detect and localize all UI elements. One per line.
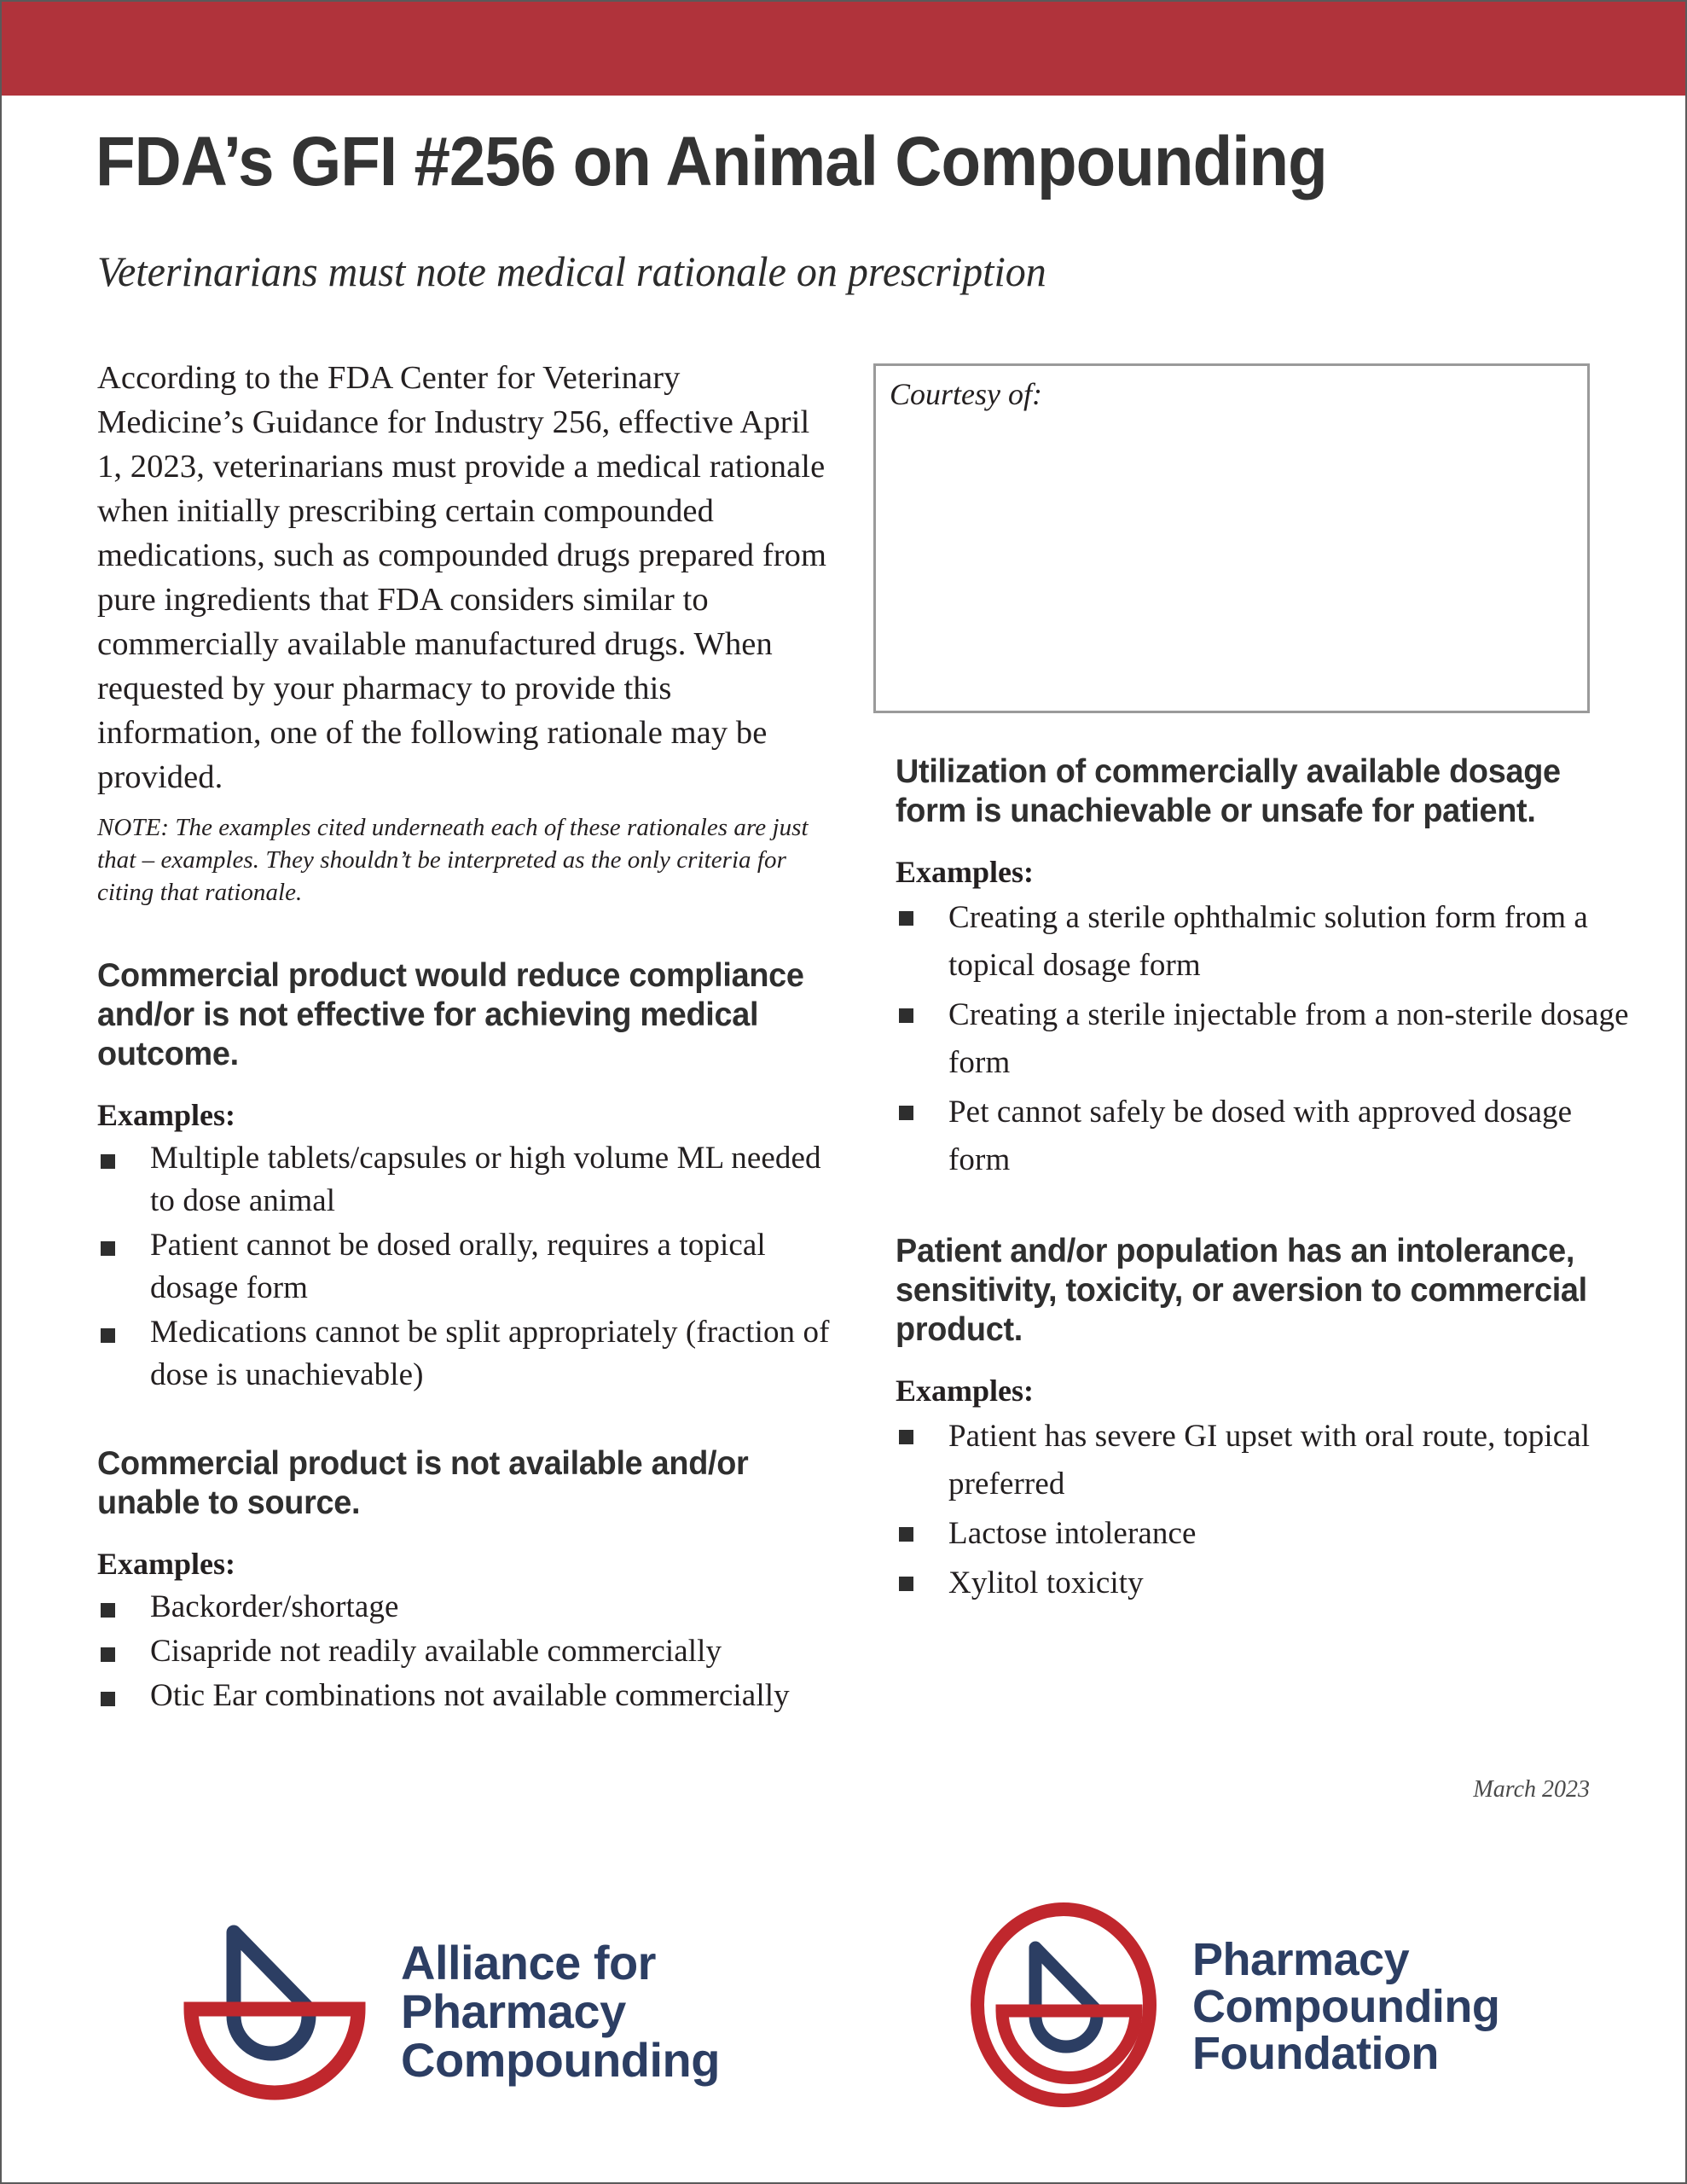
left-column xyxy=(97,356,831,1719)
list-item-text: Multiple tablets/capsules or high volume ML needed to dose animal xyxy=(150,1141,821,1218)
mortar-and-pestle-icon xyxy=(172,1907,377,2116)
list-item-text: Medications cannot be split appropriately (fraction of dose is unachievable) xyxy=(150,1315,830,1392)
list-item-text: Backorder/shortage xyxy=(150,1589,399,1624)
examples-list xyxy=(896,894,1629,1184)
examples-label: Examples: xyxy=(97,1098,235,1132)
section-heading: Commercial product is not available and/or unable to source. xyxy=(97,1445,749,1521)
list-item xyxy=(896,1510,1629,1558)
list-item xyxy=(896,1089,1629,1184)
examples-label: Examples: xyxy=(97,1547,235,1581)
list-item xyxy=(97,1224,831,1310)
logo-pharmacy-compounding-foundation xyxy=(957,1898,1499,2116)
intro-note: NOTE: The examples cited underneath each of these rationales are just that – examples. They shouldn’t be interpreted as the only criteria for citing that rationale. xyxy=(97,814,809,906)
footer-logos xyxy=(2,1891,1687,2147)
rationale-section-4 xyxy=(896,1232,1629,1607)
rationale-section-3 xyxy=(896,752,1629,1184)
list-item xyxy=(896,991,1629,1087)
logo-wordmark xyxy=(401,1936,720,2087)
section-heading: Patient and/or population has an intolerance, sensitivity, toxicity, or aversion to commercial product. xyxy=(896,1233,1587,1348)
logo-word-line: Pharmacy xyxy=(401,1984,626,2038)
list-item-text: Cisapride not readily available commercially xyxy=(150,1634,722,1669)
logo-word-line: Foundation xyxy=(1192,2028,1439,2079)
logo-word-line: Alliance for xyxy=(401,1936,656,1989)
logo-word-line: Pharmacy xyxy=(1192,1934,1410,1985)
list-item-text: Xylitol toxicity xyxy=(948,1565,1144,1600)
logo-word-line: Compounding xyxy=(401,2033,720,2087)
rationale-section-1 xyxy=(97,956,831,1397)
right-column xyxy=(896,752,1629,1609)
list-item xyxy=(97,1311,831,1397)
rationale-section-2 xyxy=(97,1444,831,1717)
section-heading: Utilization of commercially available dosage form is unachievable or unsafe for patient. xyxy=(896,753,1561,829)
examples-list xyxy=(97,1586,831,1717)
list-item xyxy=(896,1413,1629,1508)
examples-label: Examples: xyxy=(896,855,1034,889)
courtesy-of-label: Courtesy of: xyxy=(890,377,1042,411)
courtesy-of-box[interactable] xyxy=(873,363,1590,713)
date-stamp: March 2023 xyxy=(1473,1776,1590,1803)
header-accent-band xyxy=(2,2,1687,96)
logo-alliance-for-pharmacy-compounding xyxy=(172,1907,720,2116)
examples-list xyxy=(896,1413,1629,1607)
page-subtitle: Veterinarians must note medical rationale on prescription xyxy=(97,247,1046,295)
examples-label: Examples: xyxy=(896,1374,1034,1408)
logo-wordmark xyxy=(1192,1934,1500,2079)
list-item xyxy=(97,1630,831,1673)
section-heading: Commercial product would reduce compliance and/or is not effective for achieving medical outcome. xyxy=(97,957,804,1072)
logo-word-line: Compounding xyxy=(1192,1981,1500,2032)
list-item-text: Creating a sterile injectable from a non-sterile dosage form xyxy=(948,997,1629,1080)
list-item xyxy=(97,1586,831,1629)
list-item-text: Patient cannot be dosed orally, requires a topical dosage form xyxy=(150,1228,766,1305)
list-item xyxy=(97,1675,831,1717)
list-item-text: Patient has severe GI upset with oral route, topical preferred xyxy=(948,1419,1591,1502)
intro-paragraph: According to the FDA Center for Veterinary Medicine’s Guidance for Industry 256, effective April 1, 2023, veterinarians must provide a medical rationale when initially prescribing certain compounded medications, such as compounded drugs prepared from pure ingredients that FDA considers similar to commercially available manufactured drugs. When requested by your pharmacy to provide this information, one of the following rationale may be provided. xyxy=(97,360,827,795)
examples-list xyxy=(97,1137,831,1397)
page-title: FDA’s GFI #256 on Animal Compounding xyxy=(96,123,1327,200)
list-item xyxy=(896,1560,1629,1607)
list-item-text: Creating a sterile ophthalmic solution form from a topical dosage form xyxy=(948,900,1588,983)
list-item-text: Lactose intolerance xyxy=(948,1516,1197,1551)
list-item xyxy=(97,1137,831,1223)
list-item-text: Otic Ear combinations not available commercially xyxy=(150,1678,790,1713)
list-item-text: Pet cannot safely be dosed with approved dosage form xyxy=(948,1095,1573,1177)
mortar-and-pestle-in-ring-icon xyxy=(957,1898,1170,2116)
list-item xyxy=(896,894,1629,990)
